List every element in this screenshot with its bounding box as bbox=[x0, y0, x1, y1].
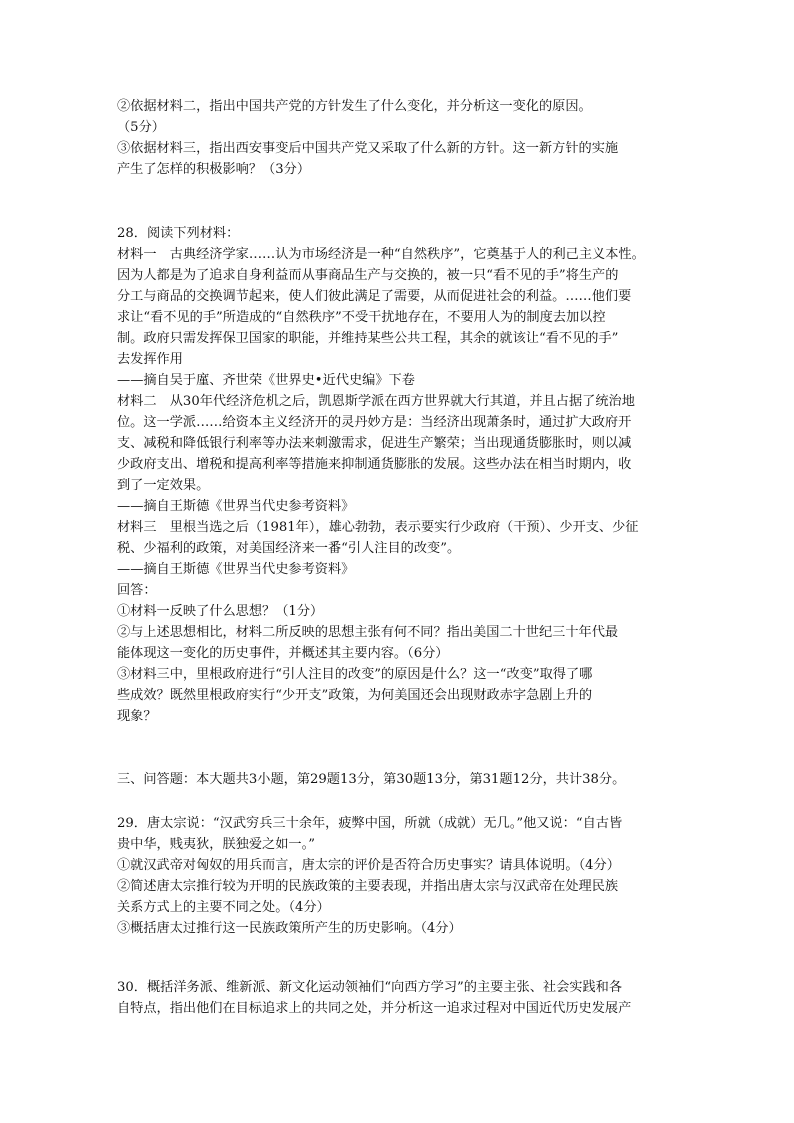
question-28-part1: ①材料一反映了什么思想？（1分） bbox=[117, 604, 324, 619]
question-27-part3-cont: 产生了怎样的积极影响？（3分） bbox=[117, 162, 311, 177]
material-2-line: 材料二 从30年代经济危机之后，凯恩斯学派在西方世界就大行其道，并且占据了统治地 bbox=[117, 394, 635, 409]
material-2-line: 支、减税和降低银行利率等办法来刺激需求，促进生产繁荣；当出现通货膨胀时，则以减 bbox=[117, 436, 632, 451]
material-2-line: 少政府支出、增税和提高利率等措施来抑制通货膨胀的发展。这些办法在相当时期内，收 bbox=[117, 457, 632, 472]
material-1-line: 因为人都是为了追求自身利益而从事商品生产与交换的，被一只“看不见的手”将生产的 bbox=[117, 268, 619, 283]
question-29-part2-cont: 关系方式上的主要不同之处。（4分） bbox=[117, 900, 330, 915]
material-1-line: 分工与商品的交换调节起来，使人们彼此满足了需要，从而促进社会的利益。……他们要 bbox=[117, 289, 632, 304]
material-3-source: ——摘自王斯德《世界当代史参考资料》 bbox=[117, 562, 355, 577]
question-28-part3-cont: 些成效？既然里根政府实行“少开支”政策，为何美国还会出现财政赤字急剧上升的 bbox=[117, 688, 593, 703]
material-2-source: ——摘自王斯德《世界当代史参考资料》 bbox=[117, 499, 355, 514]
question-28-part2-cont: 能体现这一变化的历史事件，并概述其主要内容。（6分） bbox=[117, 646, 449, 661]
section-3-heading: 三、问答题：本大题共3小题，第29题13分，第30题13分，第31题12分，共计38分。 bbox=[117, 772, 626, 787]
question-29-stem: 29．唐太宗说：“汉武穷兵三十余年，疲弊中国，所就（成就）无几。”他又说：“自古皆 bbox=[117, 816, 623, 831]
question-29-part2: ②简述唐太宗推行较为开明的民族政策的主要表现，并指出唐太宗与汉武帝在处理民族 bbox=[117, 879, 619, 894]
question-27-part3: ③依据材料三，指出西安事变后中国共产党又采取了什么新的方针。这一新方针的实施 bbox=[117, 141, 619, 156]
question-29-stem-cont: 贵中华，贱夷狄，朕独爱之如一。” bbox=[117, 837, 315, 852]
material-2-line: 到了一定效果。 bbox=[117, 478, 210, 493]
material-1-line: 制。政府只需发挥保卫国家的职能，并维持某些公共工程，其余的就该让“看不见的手” bbox=[117, 331, 619, 346]
material-1-line: 材料一 古典经济学家……认为市场经济是一种“自然秩序”，它奠基于人的利己主义本性。 bbox=[117, 247, 645, 262]
question-27-part2-score: （5分） bbox=[117, 120, 165, 135]
question-29-part3: ③概括唐太过推行这一民族政策所产生的历史影响。（4分） bbox=[117, 921, 462, 936]
question-30-stem-cont: 自特点，指出他们在目标追求上的共同之处，并分析这一追求过程对中国近代历史发展产 bbox=[117, 1001, 632, 1016]
material-1-source: ——摘自吴于廑、齐世荣《世界史•近代史编》下卷 bbox=[117, 373, 415, 388]
question-28-part2: ②与上述思想相比，材料二所反映的思想主张有何不同？指出美国二十世纪三十年代最 bbox=[117, 625, 619, 640]
question-28-part3-cont: 现象？ bbox=[117, 709, 157, 724]
question-29-part1: ①就汉武帝对匈奴的用兵而言，唐太宗的评价是否符合历史事实？请具体说明。（4分） bbox=[117, 858, 620, 873]
material-3-line: 税、少福利的政策，对美国经济来一番“引人注目的改变”。 bbox=[117, 541, 461, 556]
answer-heading: 回答： bbox=[117, 583, 157, 598]
material-1-line: 求让“看不见的手”所造成的“自然秩序”不受干扰地存在，不要用人为的制度去加以控 bbox=[117, 310, 606, 325]
question-30-stem: 30．概括洋务派、维新派、新文化运动领袖们“向西方学习”的主要主张、社会实践和各 bbox=[117, 980, 623, 995]
material-3-line: 材料三 里根当选之后（1981年），雄心勃勃，表示要实行少政府（干预）、少开支、少征 bbox=[117, 520, 639, 535]
question-28-title: 28．阅读下列材料： bbox=[117, 226, 240, 241]
question-28-part3: ③材料三中，里根政府进行“引人注目的改变”的原因是什么？这一“改变”取得了哪 bbox=[117, 667, 593, 682]
material-1-line: 去发挥作用 bbox=[117, 352, 183, 367]
question-27-part2: ②依据材料二，指出中国共产党的方针发生了什么变化，并分析这一变化的原因。 bbox=[117, 99, 592, 114]
material-2-line: 位。这一学派……给资本主义经济开的灵丹妙方是：当经济出现萧条时，通过扩大政府开 bbox=[117, 415, 632, 430]
